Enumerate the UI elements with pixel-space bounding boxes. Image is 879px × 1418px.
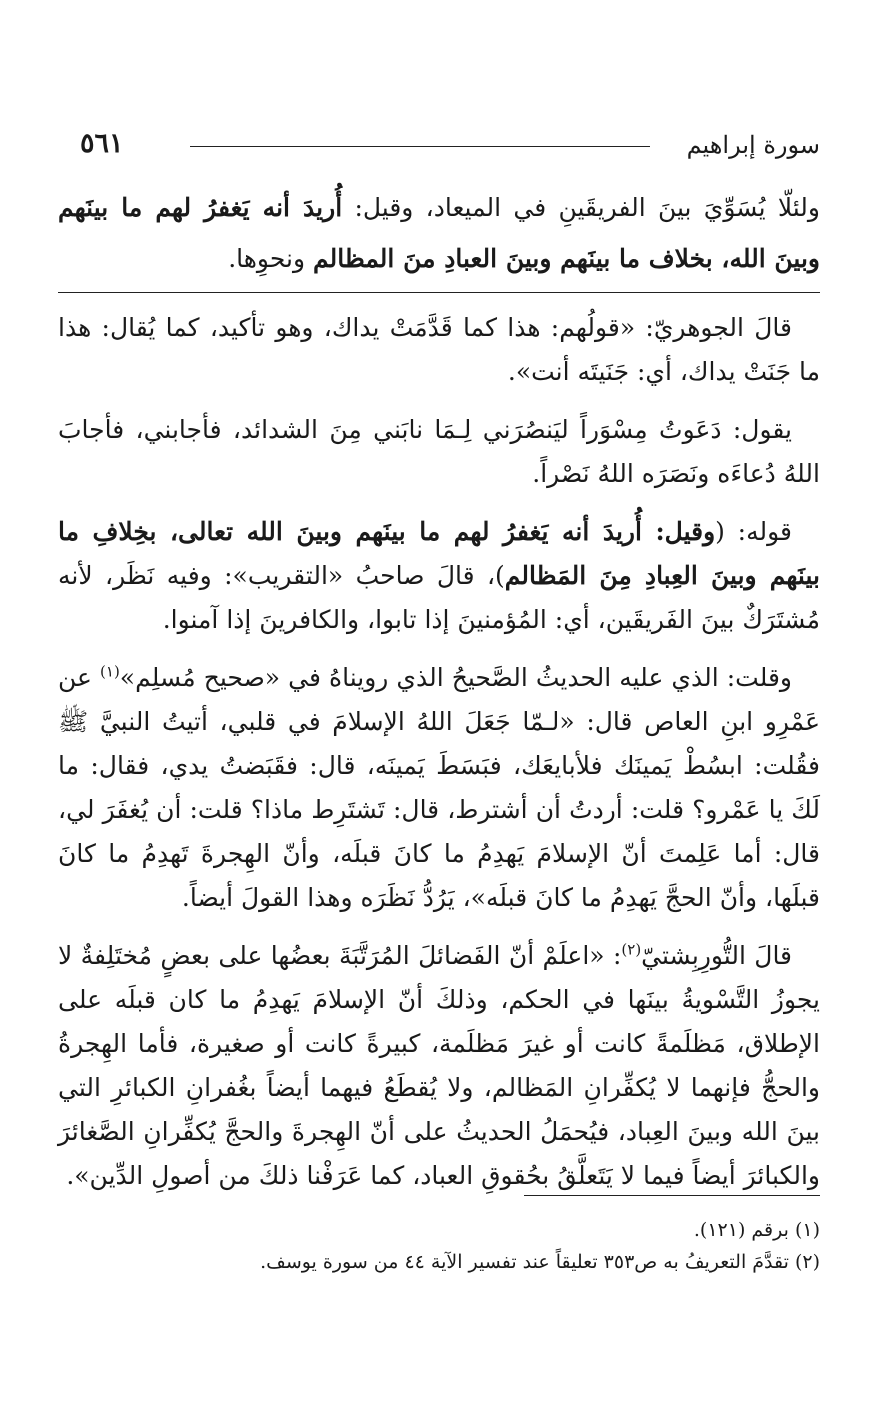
main-text	[58, 182, 820, 284]
running-header	[80, 128, 820, 164]
p3-rest: )، قالَ صاحبُ «التقريب»: وفيه نَظَر، لأنه مُشتَرَكٌ بينَ الفَريقَين، أي: المُؤمنينَ إذا تابوا، والكافرينَ إذا آمنوا.	[58, 561, 820, 634]
matn-text-3: ونحوِها.	[228, 244, 313, 273]
footnote-ref-2[interactable]: (٢)	[621, 940, 642, 959]
page-number: ٥٦١	[80, 128, 124, 159]
paragraph-dua: يقول: دَعَوتُ مِسْوَراً ليَنصُرَني لِـمَا نابَني مِنَ الشدائد، فأجابني، فأجابَ اللهُ دُعاءَه ونَصَرَه اللهُ نَصْراً.	[58, 415, 820, 488]
matn-text-1: ولئلّا يُسَوِّيَ بينَ الفريقَينِ في الميعاد، وقيل:	[342, 193, 820, 222]
footnotes	[58, 1214, 820, 1278]
footnote-ref-1[interactable]: (١)	[100, 662, 120, 681]
footnote-2: (٢) تقدَّمَ التعريفُ به ص٣٥٣ تعليقاً عند تفسير الآية ٤٤ من سورة يوسف.	[260, 1251, 820, 1273]
main-divider	[58, 292, 820, 293]
paragraph-hadith	[58, 656, 820, 920]
surah-title: سورة إبراهيم	[686, 131, 820, 159]
paragraph-jawhari: قالَ الجوهريّ: «قولُهم: هذا كما قَدَّمَتْ يداك، وهو تأكيد، كما يُقال: هذا ما جَنَتْ يداك، أي: جَنَيتَه أنت».	[58, 313, 820, 386]
commentary	[58, 306, 820, 1212]
p5-text-b: : «اعلَمْ أنّ الفَضائلَ المُرَتَّبَةَ بعضُها على بعضٍ مُختَلِفةٌ لا يجوزُ التَّسْويةُ بينَها في الحكم، وذلكَ أنّ الإسلامَ يَهدِمُ ما كان قبلَه على الإطلاق، مَظلَمةً كانت أو غيرَ مَظلَمة، كبيرةً كانت أو صغيرة، فأما الهِجرةُ والحجُّ فإنهما لا يُكفِّرانِ المَظالم، ولا يُقطَعُ فيهما أيضاً بغُفرانِ الكبائرِ التي بينَ الله وبينَ العِباد، فيُحمَلُ الحديثُ على أنّ الهِجرةَ والحجَّ يُكفِّرانِ الصَّغائرَ والكبائرَ أيضاً فيما لا يَتَعلَّقُ بحُقوقِ العباد، كما عَرَفْنا ذلكَ من أصولِ الدِّين».	[58, 941, 820, 1190]
header-rule	[190, 146, 650, 147]
p4-text-a: وقلت: الذي عليه الحديثُ الصَّحيحُ الذي رويناهُ في «صحيح مُسلِم»	[119, 663, 792, 692]
p4-text-b: عن عَمْرِو ابنِ العاص قال: «لـمّا جَعَلَ اللهُ الإسلامَ في قلبي، أتيتُ النبيَّ ﷺ فقُلت: ابسُطْ يَمينَك فلأبايعَك، فبَسَطَ يَمينَه، قال: فقَبَضتُ يدي، فقال: ما لَكَ يا عَمْرو؟ قلت: أردتُ أن أشترط، قال: تَشتَرِط ماذا؟ قلت: أن يُغفَرَ لي، قال: أما عَلِمتَ أنّ الإسلامَ يَهدِمُ ما كانَ قبلَه، وأنّ الهِجرةَ تَهدِمُ ما كانَ قبلَها، وأنّ الحجَّ يَهدِمُ ما كانَ قبلَه»، يَرُدُّ نَظَرَه وهذا القولَ أيضاً.	[58, 663, 820, 912]
footnote-1: (١) برقم (١٢١).	[693, 1219, 820, 1241]
p3-open: قوله: (	[715, 517, 792, 546]
paragraph-turbishti	[58, 934, 820, 1198]
p3-quote-bold: وقيل: أُريدَ أنه يَغفرُ لهم ما بينَهم وبينَ الله تعالى، بخِلافِ ما بينَهم وبينَ العِبادِ مِنَ المَظالم	[58, 517, 820, 590]
matn-quote-bold: أُريدَ أنه يَغفرُ لهم ما بينَهم وبينَ الله، بخلاف ما بينَهم وبينَ العبادِ منَ المظالم	[58, 193, 820, 273]
p5-text-a: قالَ التُّورِبِشتيّ	[641, 941, 793, 970]
paragraph-qawluhu	[58, 510, 820, 642]
footnote-divider	[524, 1195, 820, 1196]
